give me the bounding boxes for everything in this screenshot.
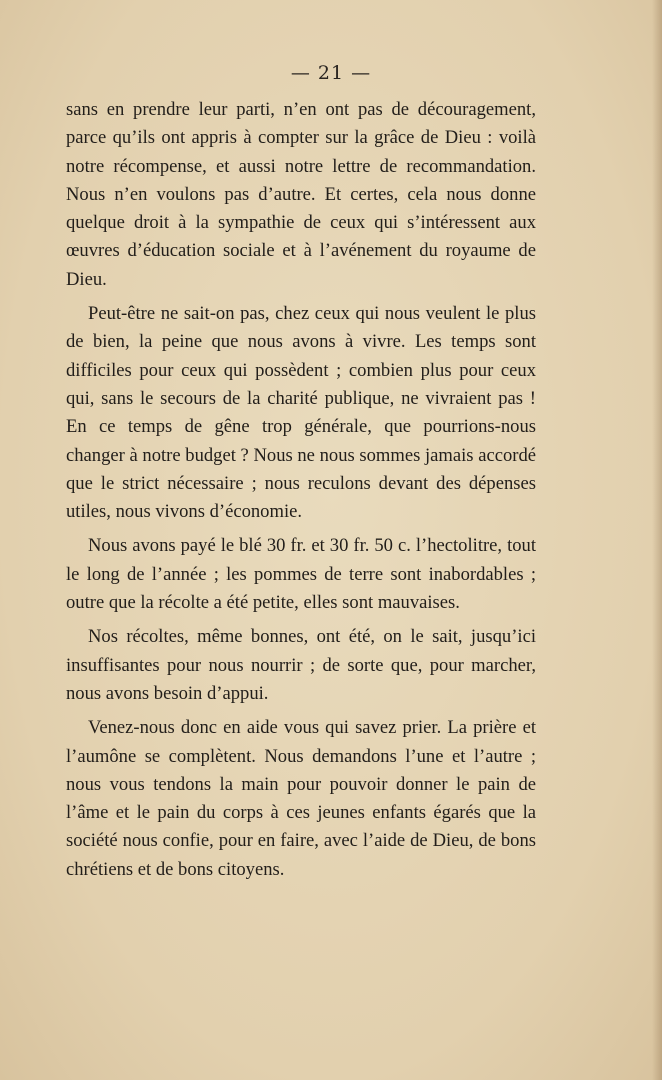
paragraph-3: Nous avons payé le blé 30 fr. et 30 fr. 50 c. l’hectolitre, tout le long de l’année ; les pommes de terre sont inabordables ; outre que la récolte a été petite, elles sont mauvaises. — [66, 535, 536, 614]
paragraph-4: Nos récoltes, même bonnes, ont été, on le sait, jusqu’ici insuffisantes pour nous nourrir ; de sorte que, pour marcher, nous avons besoin d’appui. — [66, 626, 536, 704]
page-body — [66, 96, 536, 890]
paragraph-1: sans en prendre leur parti, n’en ont pas de découragement, parce qu’ils ont appris à compter sur la grâce de Dieu : voilà notre récompense, et aussi notre lettre de recommandation. Nous n’en voulons pas d’autre. Et certes, cela nous donne quelque droit à la sympathie de ceux qui s’intéressent aux œuvres d’éducation sociale et à l’avénement du royaume de Dieu. — [66, 99, 536, 290]
page-number: — 21 — — [290, 62, 372, 84]
paragraph-2: Peut-être ne sait-on pas, chez ceux qui nous veulent le plus de bien, la peine que nous avons à vivre. Les temps sont difficiles pour ceux qui possèdent ; combien plus pour ceux qui, sans le secours de la charité publique, ne vivraient pas ! En ce temps de gêne trop générale, que pourrions-nous changer à notre budget ? Nous ne nous sommes jamais accordé que le strict nécessaire ; nous reculons devant des dépenses utiles, nous vivons d’économie. — [66, 303, 536, 523]
page-edge-shadow — [652, 0, 662, 1080]
paragraph-5: Venez-nous donc en aide vous qui savez prier. La prière et l’aumône se complètent. Nous demandons l’une et l’autre ; nous vous tendons la main pour pouvoir donner le pain de l’âme et le pain du corps à ces jeunes enfants égarés que la société nous confie, pour en faire, avec l’aide de Dieu, de bons chrétiens et de bons citoyens. — [66, 717, 536, 880]
